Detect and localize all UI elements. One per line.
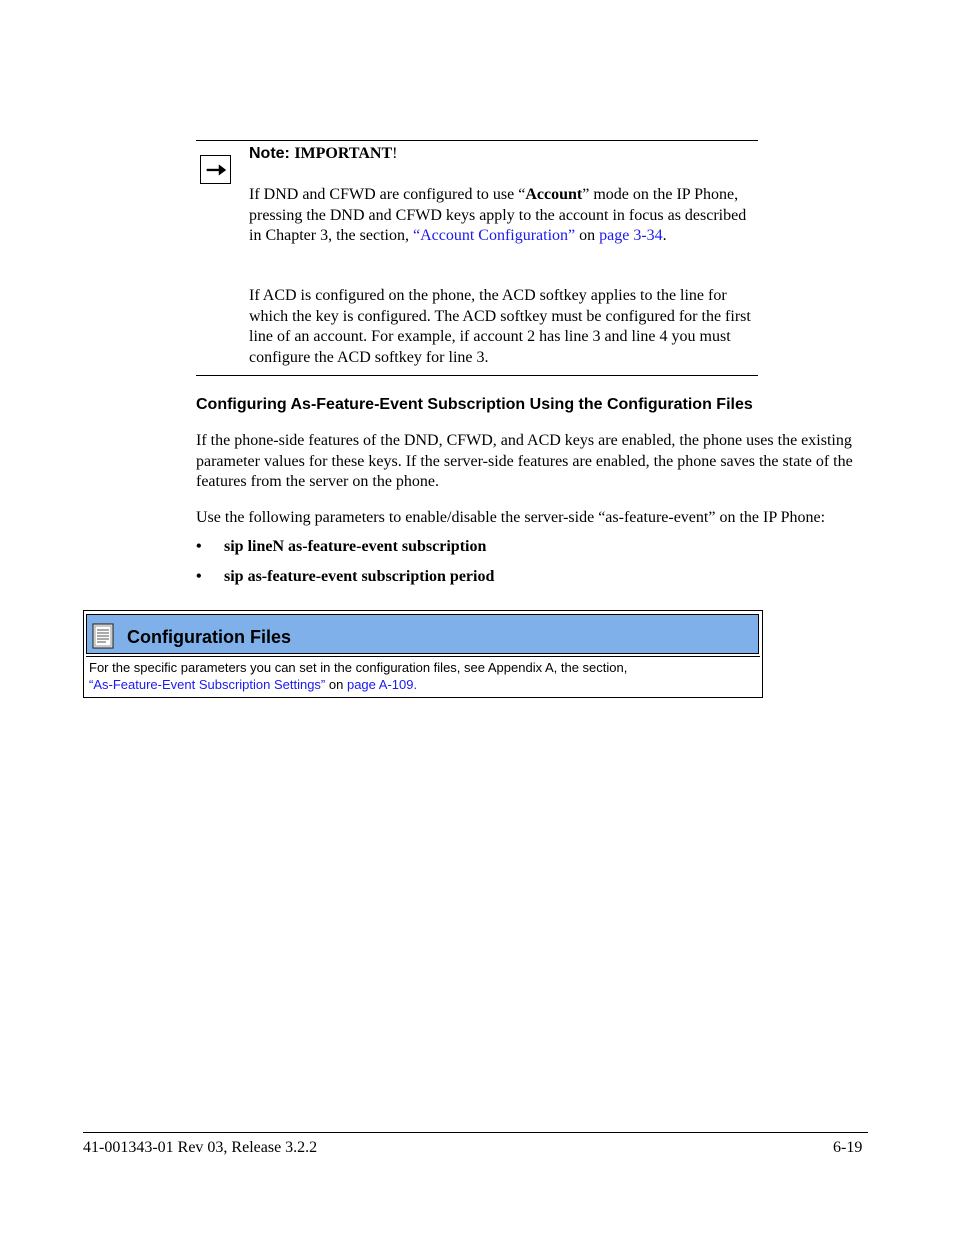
- page-a-109-period: .: [413, 677, 418, 692]
- bullet-text: sip as-feature-event subscription period: [224, 568, 495, 585]
- section-heading: Configuring As-Feature-Event Subscription Using the Configuration Files: [196, 396, 753, 413]
- page-a-109-label: page A-109: [346, 677, 414, 692]
- footer-rule: [83, 1132, 868, 1133]
- note-exclaim: !: [392, 145, 398, 162]
- page-a-109-link[interactable]: [347, 677, 417, 692]
- config-files-title: Configuration Files: [127, 627, 291, 647]
- note-top-rule: [196, 140, 758, 141]
- section-paragraph-2: Use the following parameters to enable/disable the server-side “as-feature-event” on the IP Phone:: [196, 509, 826, 526]
- bullet-text: sip lineN as-feature-event subscription: [224, 538, 487, 555]
- page-number: 6-19: [833, 1139, 863, 1156]
- note-paragraph-2: If ACD is configured on the phone, the ACD softkey applies to the line for which the key is configured. The ACD softkey must be configured for the first line of an account. For example, if account 2 has line 3 and line 4 you must configure the ACD softkey for line 3.: [249, 287, 751, 366]
- document-icon: [92, 623, 114, 649]
- note-label: Note:: [249, 145, 295, 162]
- config-files-divider: [86, 656, 760, 657]
- note-p1-end: .: [662, 227, 667, 244]
- arrow-right-icon: [200, 155, 231, 184]
- page-3-34-link[interactable]: page 3-34: [599, 227, 663, 244]
- note-title: [249, 145, 397, 163]
- note-p1-bold: Account: [525, 186, 583, 203]
- bullet-dot: •: [196, 568, 202, 585]
- bullet-item: [196, 568, 494, 586]
- note-p1-on: on: [575, 227, 600, 244]
- account-configuration-link[interactable]: “Account Configuration”: [412, 227, 576, 244]
- bullet-dot: •: [196, 538, 202, 555]
- bullet-item: [196, 538, 486, 556]
- config-text-on: on: [325, 677, 347, 692]
- as-feature-event-settings-link[interactable]: “As-Feature-Event Subscription Settings”: [89, 677, 326, 692]
- config-text-pre: For the specific parameters you can set in the configuration files, see Appendix A, the section,: [89, 660, 628, 675]
- note-p1-mid: ” mode on the IP Phone, pressing the DND and CFWD keys apply to the account in focus as described in Chapter 3, the section,: [249, 186, 747, 244]
- note-important: IMPORTANT: [294, 145, 393, 162]
- note-paragraph-1: [249, 185, 755, 247]
- footer-doc-id: 41-001343-01 Rev 03, Release 3.2.2: [83, 1139, 318, 1156]
- section-paragraph-1: If the phone-side features of the DND, CFWD, and ACD keys are enabled, the phone uses the existing parameter values for these keys. If the server-side features are enabled, the phone saves the state of the features from the server on the phone.: [196, 432, 853, 490]
- note-bottom-rule: [196, 375, 758, 376]
- config-files-text: [89, 659, 749, 693]
- note-p1-text: If DND and CFWD are configured to use “: [249, 186, 526, 203]
